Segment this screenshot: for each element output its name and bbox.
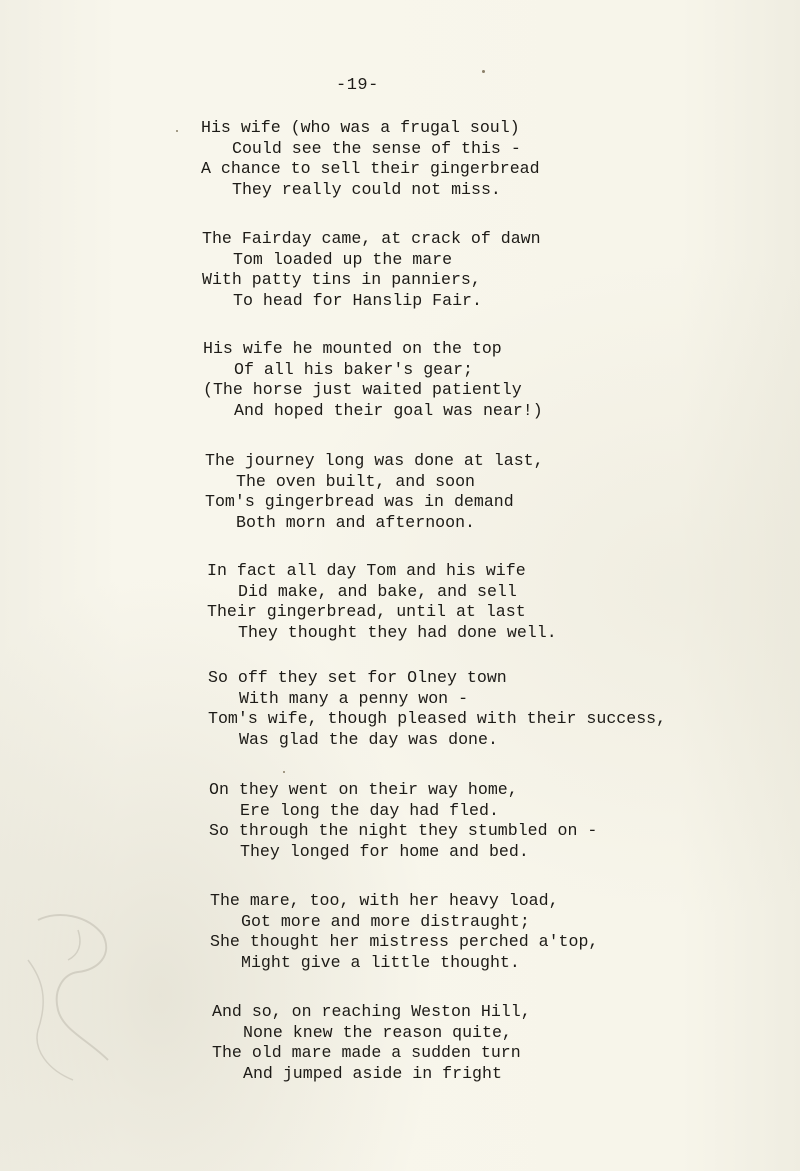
- stanza-6: [208, 668, 666, 750]
- verse-line: With many a penny won -: [239, 688, 469, 708]
- verse-line: Of all his baker's gear;: [234, 359, 473, 379]
- verse-line: Both morn and afternoon.: [236, 512, 475, 532]
- stanza-5: [207, 561, 557, 643]
- verse-line: In fact all day Tom and his wife: [207, 561, 526, 580]
- paper-speck: [176, 130, 178, 132]
- verse-line: Tom's wife, though pleased with their success,: [208, 709, 667, 728]
- verse-line: They really could not miss.: [232, 179, 501, 199]
- verse-line: And so, on reaching Weston Hill,: [212, 1002, 531, 1021]
- verse-line: On they went on their way home,: [209, 780, 518, 799]
- verse-line: The journey long was done at last,: [205, 451, 544, 470]
- verse-line: Their gingerbread, until at last: [207, 602, 526, 621]
- verse-line: Ere long the day had fled.: [240, 800, 499, 820]
- page-number: -19-: [336, 76, 379, 95]
- verse-line: The Fairday came, at crack of dawn: [202, 229, 541, 248]
- verse-line: Got more and more distraught;: [241, 911, 530, 931]
- verse-line: Tom loaded up the mare: [233, 249, 453, 269]
- verse-line: The mare, too, with her heavy load,: [210, 891, 559, 910]
- stanza-3: [203, 339, 543, 421]
- verse-line: And jumped aside in fright: [243, 1063, 502, 1083]
- verse-line: His wife he mounted on the top: [203, 339, 502, 358]
- verse-line: A chance to sell their gingerbread: [201, 159, 540, 178]
- verse-line: Was glad the day was done.: [239, 729, 498, 749]
- stanza-4: [205, 451, 544, 533]
- stanza-2: [202, 229, 541, 311]
- verse-line: With patty tins in panniers,: [202, 270, 481, 289]
- paper-speck: [283, 771, 285, 773]
- verse-line: The old mare made a sudden turn: [212, 1043, 521, 1062]
- stanza-8: [210, 891, 598, 973]
- verse-line: They thought they had done well.: [238, 622, 557, 642]
- verse-line: So through the night they stumbled on -: [209, 821, 598, 840]
- verse-line: Could see the sense of this -: [232, 138, 521, 158]
- verse-line: His wife (who was a frugal soul): [201, 118, 520, 137]
- verse-line: None knew the reason quite,: [243, 1022, 512, 1042]
- verse-line: Did make, and bake, and sell: [238, 581, 517, 601]
- verse-line: Might give a little thought.: [241, 952, 520, 972]
- paper-speck: [482, 70, 485, 73]
- verse-line: To head for Hanslip Fair.: [233, 290, 482, 310]
- verse-line: They longed for home and bed.: [240, 841, 529, 861]
- verse-line: Tom's gingerbread was in demand: [205, 492, 514, 511]
- bleed-through-sketch: [18, 900, 138, 1090]
- verse-line: And hoped their goal was near!): [234, 400, 543, 420]
- verse-line: The oven built, and soon: [236, 471, 475, 491]
- verse-line: She thought her mistress perched a'top,: [210, 932, 599, 951]
- verse-line: (The horse just waited patiently: [203, 380, 522, 399]
- stanza-7: [209, 780, 597, 862]
- verse-line: So off they set for Olney town: [208, 668, 507, 687]
- stanza-1: [201, 118, 540, 200]
- stanza-9: [212, 1002, 531, 1084]
